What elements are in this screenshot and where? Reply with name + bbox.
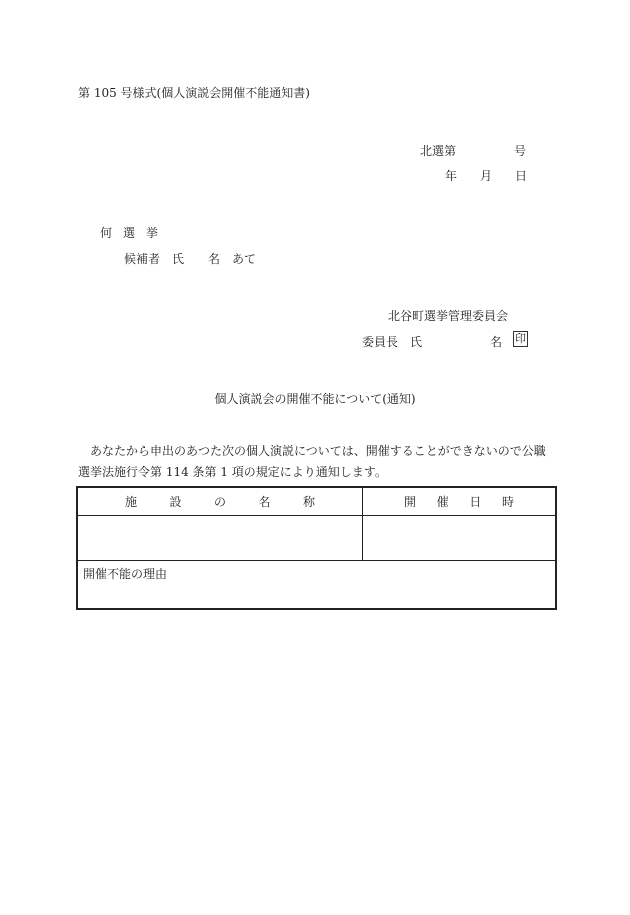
form-number: 第 105 号様式(個人演説会開催不能通知書) <box>78 86 310 100</box>
seal-mark: 印 <box>515 332 526 345</box>
facility-name-header <box>77 487 363 516</box>
facility-header-char: 設 <box>169 495 182 509</box>
candidate-name-part1: 氏 <box>172 252 185 266</box>
candidate-prefix: 候補者 <box>124 252 161 266</box>
date-day-label: 日 <box>515 169 528 183</box>
document-number-suffix: 号 <box>514 144 527 158</box>
candidate-line <box>124 250 256 267</box>
notice-body-text: あなたから申出のあつた次の個人演説については、開催することができないので公職選挙法施行令第 114 条第 1 項の規定により通知します。 <box>78 444 546 479</box>
reason-label: 開催不能の理由 <box>83 567 168 581</box>
facility-name-cell <box>77 516 363 561</box>
candidate-name-part2: 名 <box>208 252 221 266</box>
committee-name: 北谷町選挙管理委員会 <box>388 309 509 323</box>
candidate-honorific: あて <box>232 252 257 266</box>
facility-header-char: 名 <box>258 495 271 509</box>
facility-header-char: 施 <box>125 495 138 509</box>
notice-body <box>78 441 554 483</box>
notice-title: 個人演説会の開催不能について(通知) <box>214 392 416 406</box>
date-month-label: 月 <box>480 169 493 183</box>
datetime-cell <box>363 516 557 561</box>
table-reason-row <box>77 561 556 610</box>
election-name: 何選挙 <box>100 226 170 240</box>
info-table <box>76 486 557 610</box>
reason-cell <box>77 561 556 610</box>
datetime-header-char: 開 <box>404 495 417 509</box>
datetime-header-char: 日 <box>469 495 482 509</box>
chairman-title: 委員長 氏 <box>362 335 423 349</box>
table-header-row <box>77 487 556 516</box>
facility-header-char: 称 <box>302 495 315 509</box>
datetime-header-char: 催 <box>436 495 449 509</box>
date-year-label: 年 <box>445 169 458 183</box>
datetime-header-char: 時 <box>501 495 514 509</box>
chairman-name-suffix: 名 <box>490 335 503 349</box>
facility-header-char: の <box>213 495 226 509</box>
document-number-label: 北選第 <box>420 144 457 158</box>
datetime-header <box>363 487 557 516</box>
table-data-row <box>77 516 556 561</box>
